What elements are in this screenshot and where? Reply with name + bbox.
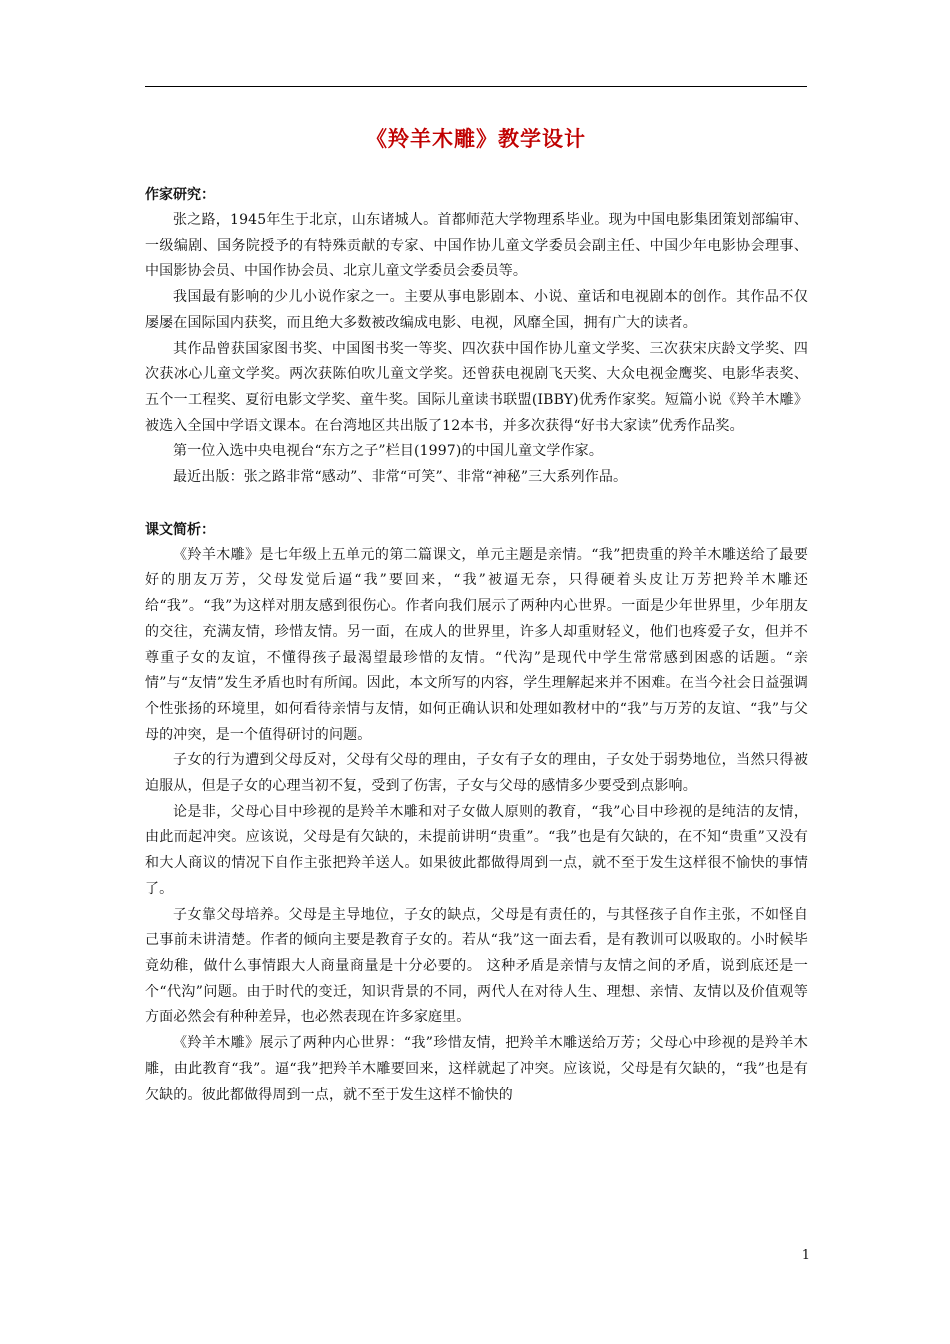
paragraph: 最近出版：张之路非常“感动”、非常“可笑”、非常“神秘”三大系列作品。	[173, 469, 628, 486]
paragraph: 子女的行为遭到父母反对，父母有父母的理由，子女有子女的理由，子女处于弱势地位，当然只得被迫服从，但是子女的心理当初不复，受到了伤害，子女与父母的感情多少要受到点影响。	[145, 752, 808, 795]
paragraph: 《羚羊木雕》是七年级上五单元的第二篇课文，单元主题是亲情。“我”把贵重的羚羊木雕送给了最要好的朋友万芳，父母发觉后逼“我”要回来，“我”被逼无奈，只得硬着头皮让万芳把羚羊木雕还给“我”。“我”为这样对朋友感到很伤心。作者向我们展示了两种内心世界。一面是少年世界里，少年朋友的交往，充满友情，珍惜友情。另一面，在成人的世界里，许多人却重财轻义，他们也疼爱子女，但并不尊重子女的友谊，不懂得孩子最渴望最珍惜的友情。“代沟”是现代中学生常常感到困惑的话题。“亲情”与“友情”发生矛盾也时有所闻。因此，本文所写的内容，学生理解起来并不困难。在当今社会日益强调个性张扬的环境里，如何看待亲情与友情，如何正确认识和处理如教材中的“我”与万芳的友谊、“我”与父母的冲突，是一个值得研讨的问题。	[145, 546, 808, 743]
section-author-research	[145, 182, 808, 491]
paragraph: 第一位入选中央电视台“东方之子”栏目(1997)的中国儿童文学作家。	[173, 443, 603, 460]
section-heading: 作家研究：	[145, 187, 215, 203]
paragraph: 《羚羊木雕》展示了两种内心世界：“我”珍惜友情，把羚羊木雕送给万芳；父母心中珍视的是羚羊木雕，由此教育“我”。逼“我”把羚羊木雕要回来，这样就起了冲突。应该说，父母是有欠缺的，“我”也是有欠缺的。彼此都做得周到一点，就不至于发生这样不愉快的	[145, 1035, 808, 1103]
document-body	[145, 182, 808, 1108]
section-gap	[145, 491, 808, 517]
section-heading: 课文简析：	[145, 521, 215, 538]
page-number: 1	[801, 1248, 810, 1263]
page-title: 《羚羊木雕》教学设计	[366, 126, 586, 151]
section-text-analysis	[145, 517, 808, 1108]
paragraph: 我国最有影响的少儿小说作家之一。主要从事电影剧本、小说、童话和电视剧本的创作。其作品不仅屡屡在国际国内获奖，而且绝大多数被改编成电影、电视，风靡全国，拥有广大的读者。	[145, 289, 808, 331]
paragraph: 张之路，1945年生于北京，山东诸城人。首都师范大学物理系毕业。现为中国电影集团策划部编审、一级编剧、国务院授予的有特殊贡献的专家、中国作协儿童文学委员会副主任、中国少年电影协会理事、中国影协会员、中国作协会员、北京儿童文学委员会委员等。	[145, 212, 808, 280]
header-rule	[145, 86, 807, 87]
paragraph: 论是非，父母心目中珍视的是羚羊木雕和对子女做人原则的教育，“我”心目中珍视的是纯洁的友情，由此而起冲突。应该说，父母是有欠缺的，未提前讲明“贵重”。“我”也是有欠缺的，在不知“贵重”又没有和大人商议的情况下自作主张把羚羊送人。如果彼此都做得周到一点，就不至于发生这样很不愉快的事情了。	[145, 803, 808, 897]
paragraph: 其作品曾获国家图书奖、中国图书奖一等奖、四次获中国作协儿童文学奖、三次获宋庆龄文学奖、四次获冰心儿童文学奖。两次获陈伯吹儿童文学奖。还曾获电视剧飞天奖、大众电视金鹰奖、电影华表奖、五个一工程奖、夏衍电影文学奖、童牛奖。国际儿童读书联盟(IBBY)优秀作家奖。短篇小说《羚羊木雕》被选入全国中学语文课本。在台湾地区共出版了12本书，并多次获得“好书大家读”优秀作品奖。	[145, 340, 808, 434]
paragraph: 子女靠父母培养。父母是主导地位，子女的缺点，父母是有责任的，与其怪孩子自作主张，不如怪自己事前未讲清楚。作者的倾向主要是教育子女的。若从“我”这一面去看，是有教训可以吸取的。小时候毕竟幼稚，做什么事情跟大人商量商量是十分必要的。 这种矛盾是亲情与友情之间的矛盾，说到底还是一个“代沟”问题。由于时代的变迁，知识背景的不同，两代人在对待人生、理想、亲情、友情以及价值观等方面必然会有种种差异，也必然表现在许多家庭里。	[145, 906, 808, 1026]
